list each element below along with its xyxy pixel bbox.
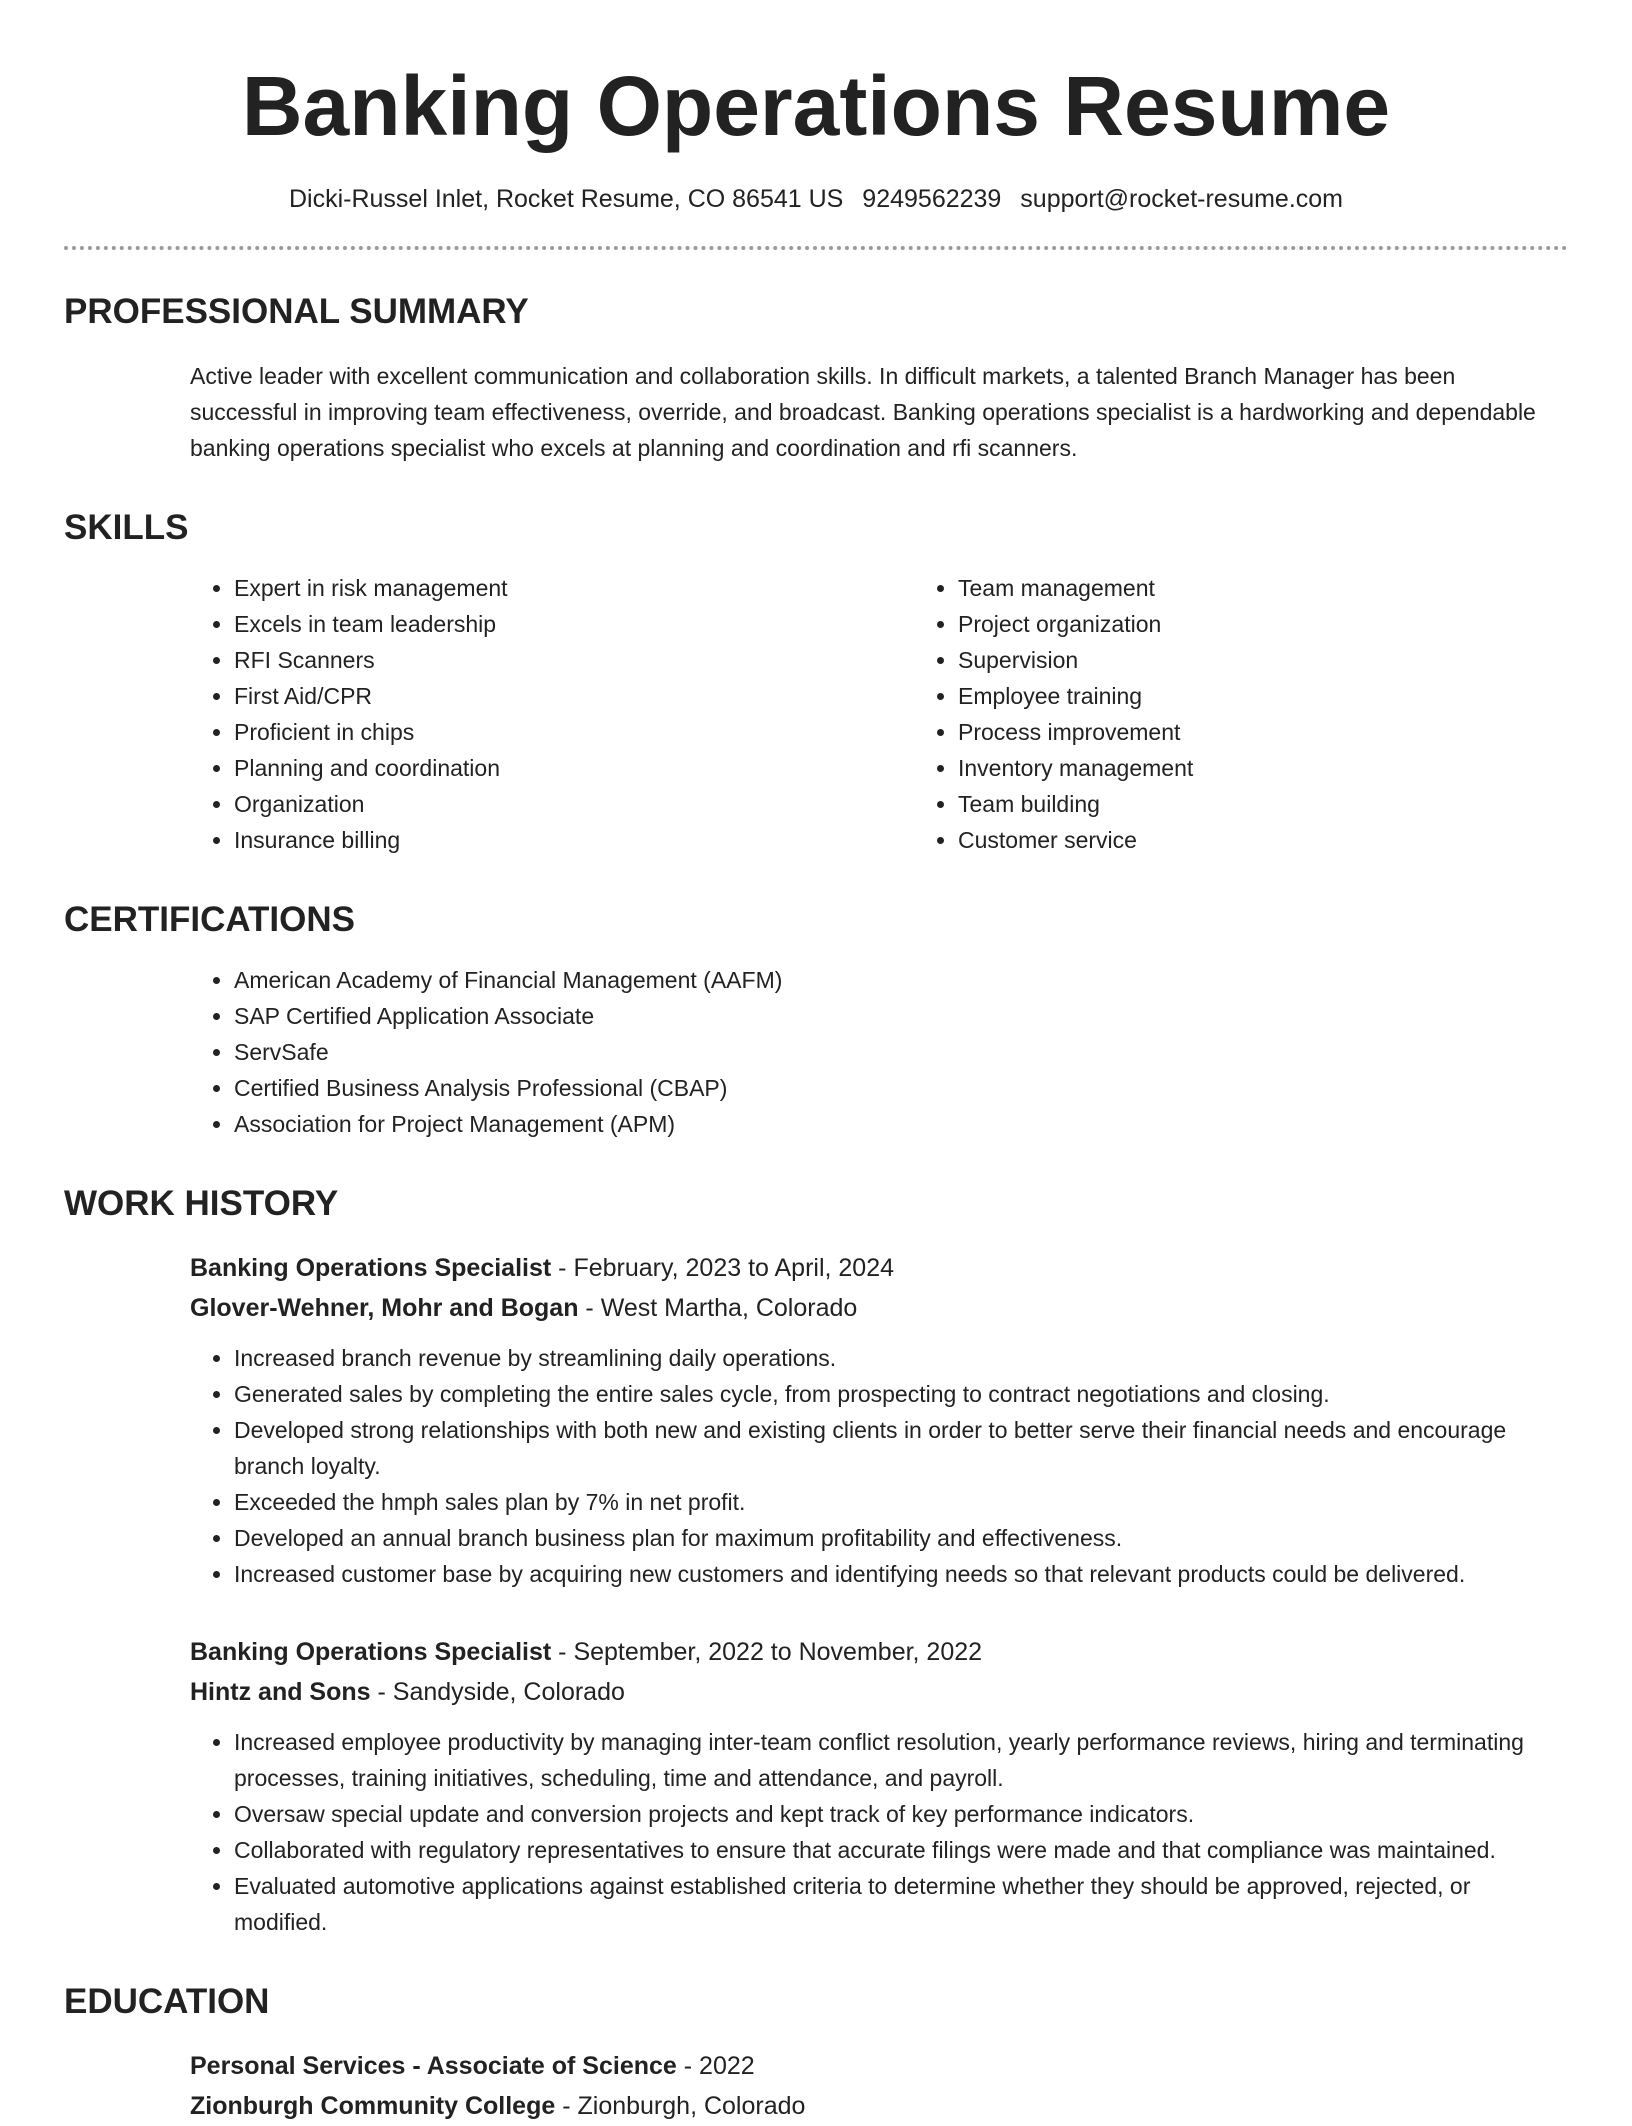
education-school-line (190, 2086, 1568, 2126)
education-degree-line (190, 2046, 1568, 2086)
list-item: • First Aid/CPR (234, 678, 914, 714)
job-title-line (190, 1248, 1568, 1288)
education-entry (64, 2046, 1568, 2126)
work-history-section (64, 1182, 1568, 1940)
certifications-block (64, 962, 1568, 1142)
section-heading-summary: PROFESSIONAL SUMMARY (64, 292, 529, 331)
education-section (64, 1980, 1568, 2126)
list-item: • Supervision (958, 642, 1632, 678)
list-item: • Excels in team leadership (234, 606, 914, 642)
summary-text: Active leader with excellent communication and collaboration skills. In difficult markets, a talented Branch Manager has been successful in improving team effectiveness, override, and broadcast. Banking operations specialist is a hardworking and dependable banking operations specialist who excels at planning and coordination and rfi scanners. (190, 363, 1536, 461)
skills-list-left (190, 570, 914, 858)
section-heading-education: EDUCATION (64, 1982, 270, 2021)
certifications-section (64, 898, 1568, 1142)
contact-address: Dicki-Russel Inlet, Rocket Resume, CO 86541 US (288, 185, 844, 213)
certifications-list (190, 962, 1568, 1142)
list-item: • Customer service (958, 822, 1632, 858)
job-title: Banking Operations Specialist (190, 1638, 552, 1666)
job-company: Glover-Wehner, Mohr and Bogan (190, 1294, 579, 1322)
list-item: • Team management (958, 570, 1632, 606)
contact-email: support@rocket-resume.com (1020, 185, 1344, 213)
section-heading-skills: SKILLS (64, 508, 189, 547)
list-item: • American Academy of Financial Management (AAFM) (234, 962, 1568, 998)
list-item: • ServSafe (234, 1034, 1568, 1070)
contact-line (64, 182, 1568, 216)
list-item: • Evaluated automotive applications against established criteria to determine whether they should be approved, rejected, or modified. (234, 1868, 1568, 1940)
list-item: • Developed strong relationships with both new and existing clients in order to better serve their financial needs and encourage branch loyalty. (234, 1412, 1568, 1484)
job-entry (64, 1248, 1568, 1592)
job-title: Banking Operations Specialist (190, 1254, 552, 1282)
section-heading-certifications: CERTIFICATIONS (64, 900, 356, 939)
list-item: • Expert in risk management (234, 570, 914, 606)
job-title-line (190, 1632, 1568, 1672)
professional-summary-section (64, 290, 1568, 466)
list-item: • Process improvement (958, 714, 1632, 750)
list-item: • Developed an annual branch business plan for maximum profitability and effectiveness. (234, 1520, 1568, 1556)
job-dates: - September, 2022 to November, 2022 (558, 1638, 983, 1666)
list-item: • Oversaw special update and conversion projects and kept track of key performance indicators. (234, 1796, 1568, 1832)
job-company: Hintz and Sons (190, 1678, 371, 1706)
list-item: • Collaborated with regulatory representatives to ensure that accurate filings were made and that compliance was maintained. (234, 1832, 1568, 1868)
job-company-line (190, 1288, 1568, 1328)
list-item: • SAP Certified Application Associate (234, 998, 1568, 1034)
list-item: • Employee training (958, 678, 1632, 714)
education-year: - 2022 (683, 2052, 755, 2080)
education-location: - Zionburgh, Colorado (562, 2092, 806, 2120)
list-item: • Team building (958, 786, 1632, 822)
contact-phone: 9249562239 (862, 185, 1002, 213)
skills-section (64, 506, 1568, 858)
list-item: • Generated sales by completing the entire sales cycle, from prospecting to contract negotiations and closing. (234, 1376, 1568, 1412)
list-item: • Increased branch revenue by streamlining daily operations. (234, 1340, 1568, 1376)
list-item: • Planning and coordination (234, 750, 914, 786)
list-item: • RFI Scanners (234, 642, 914, 678)
job-location: - West Martha, Colorado (585, 1294, 858, 1322)
section-heading-work-history: WORK HISTORY (64, 1184, 339, 1223)
job-bullets (190, 1340, 1568, 1592)
job-bullets (190, 1724, 1568, 1940)
list-item: • Inventory management (958, 750, 1632, 786)
job-entry (64, 1632, 1568, 1940)
list-item: • Insurance billing (234, 822, 914, 858)
job-dates: - February, 2023 to April, 2024 (558, 1254, 895, 1282)
list-item: • Increased employee productivity by managing inter-team conflict resolution, yearly performance reviews, hiring and terminating processes, training initiatives, scheduling, time and attendance, and payroll. (234, 1724, 1568, 1796)
list-item: • Increased customer base by acquiring new customers and identifying needs so that relevant products could be delivered. (234, 1556, 1568, 1592)
list-item: • Project organization (958, 606, 1632, 642)
list-item: • Certified Business Analysis Professional (CBAP) (234, 1070, 1568, 1106)
list-item: • Exceeded the hmph sales plan by 7% in net profit. (234, 1484, 1568, 1520)
skills-grid (64, 550, 1568, 858)
job-location: - Sandyside, Colorado (377, 1678, 625, 1706)
list-item: • Proficient in chips (234, 714, 914, 750)
list-item: • Organization (234, 786, 914, 822)
education-school: Zionburgh Community College (190, 2092, 556, 2120)
education-degree: Personal Services - Associate of Science (190, 2052, 677, 2080)
header-divider (64, 246, 1568, 250)
skills-list-right (914, 570, 1632, 858)
list-item: • Association for Project Management (APM) (234, 1106, 1568, 1142)
resume-title: Banking Operations Resume (241, 59, 1391, 153)
job-company-line (190, 1672, 1568, 1712)
